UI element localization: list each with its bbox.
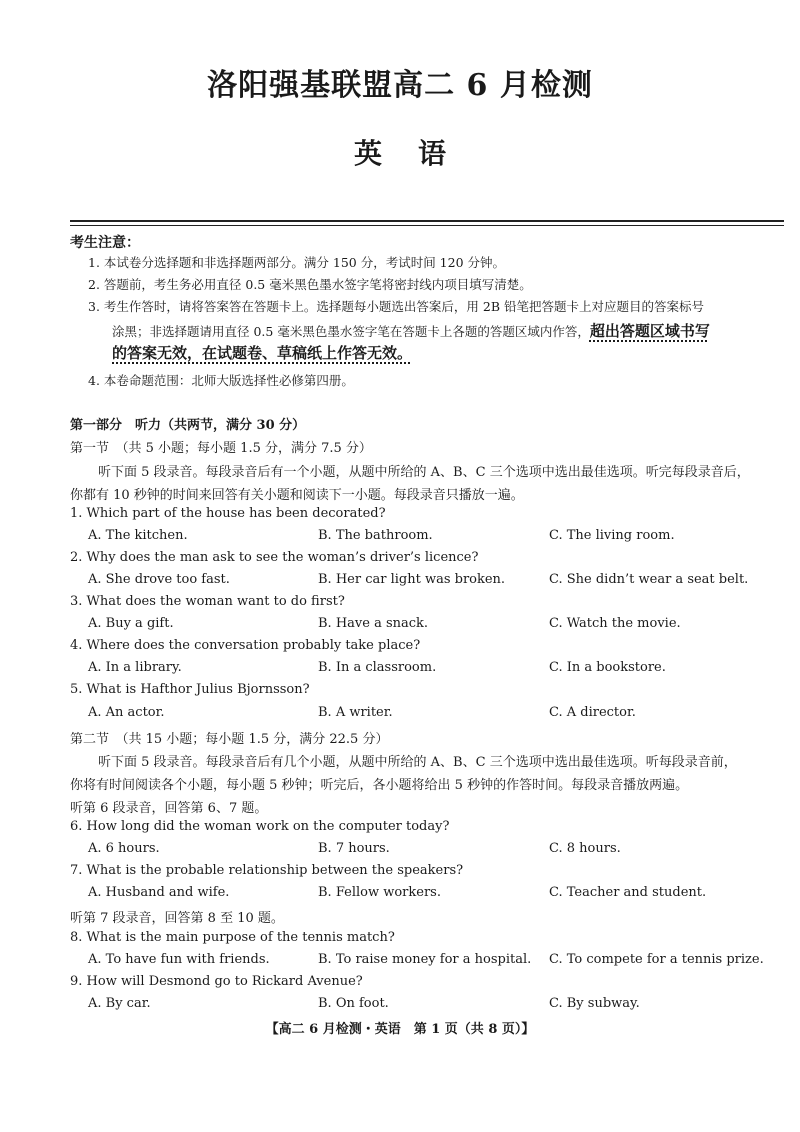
q3-option-a: A. Buy a gift. <box>88 616 174 631</box>
question-3: 3. What does the woman want to do first? <box>70 594 345 609</box>
q8-option-a: A. To have fun with friends. <box>88 952 270 967</box>
section1-instructions-2: 你都有 10 秒钟的时间来回答有关小题和阅读下一小题。每段录音只播放一遍。 <box>70 488 524 503</box>
q5-option-c: C. A director. <box>549 705 636 720</box>
q4-option-a: A. In a library. <box>88 660 182 675</box>
notice-item-3-cont <box>112 322 710 341</box>
q5-option-b: B. A writer. <box>318 705 393 720</box>
q9-option-a: A. By car. <box>88 996 151 1011</box>
q3-option-b: B. Have a snack. <box>318 616 429 631</box>
section1-heading: 第一节 （共 5 小题；每小题 1.5 分，满分 7.5 分） <box>70 441 372 456</box>
exam-subject: 英语 <box>353 137 482 170</box>
q1-option-b: B. The bathroom. <box>318 528 433 543</box>
q1-option-a: A. The kitchen. <box>88 528 188 543</box>
q7-option-b: B. Fellow workers. <box>318 885 441 900</box>
q2-option-c: C. She didn’t wear a seat belt. <box>549 572 749 587</box>
section1-instructions-1: 听下面 5 段录音。每段录音后有一个小题，从题中所给的 A、B、C 三个选项中选出最佳选项。听完每段录音后， <box>98 465 750 480</box>
q1-option-c: C. The living room. <box>549 528 675 543</box>
section2-heading: 第二节 （共 15 小题；每小题 1.5 分，满分 22.5 分） <box>70 732 389 747</box>
question-7: 7. What is the probable relationship between the speakers? <box>70 863 464 878</box>
notice-item-3-line2: 涂黑；非选择题请用直径 0.5 毫米黑色墨水签字笔在答题卡上各题的答题区域内作答， <box>112 324 590 339</box>
question-1: 1. Which part of the house has been decorated? <box>70 506 386 521</box>
section2-instructions-1: 听下面 5 段录音。每段录音后有几个小题，从题中所给的 A、B、C 三个选项中选出最佳选项。听每段录音前， <box>98 755 737 770</box>
part1-heading: 第一部分 听力（共两节，满分 30 分） <box>70 418 306 433</box>
q9-option-b: B. On foot. <box>318 996 389 1011</box>
q2-option-b: B. Her car light was broken. <box>318 572 506 587</box>
q8-option-c: C. To compete for a tennis prize. <box>549 952 764 967</box>
notice-heading: 考生注意： <box>70 235 140 251</box>
divider-thick <box>70 220 784 222</box>
question-5: 5. What is Hafthor Julius Bjornsson? <box>70 682 310 697</box>
section2-instructions-2: 你将有时间阅读各个小题，每小题 5 秒钟；听完后，各小题将给出 5 秒钟的作答时间。每段录音播放两遍。 <box>70 778 689 793</box>
question-6: 6. How long did the woman work on the computer today? <box>70 819 450 834</box>
q7-option-a: A. Husband and wife. <box>88 885 230 900</box>
q6-option-b: B. 7 hours. <box>318 841 390 856</box>
exam-title: 洛阳强基联盟高二 6 月检测 <box>207 68 593 103</box>
notice-item-1: 1. 本试卷分选择题和非选择题两部分。满分 150 分，考试时间 120 分钟。 <box>88 255 506 270</box>
notice-item-3: 3. 考生作答时，请将答案答在答题卡上。选择题每小题选出答案后，用 2B 铅笔把答题卡上对应题目的答案标号 <box>88 299 704 314</box>
q8-option-b: B. To raise money for a hospital. <box>318 952 532 967</box>
question-8: 8. What is the main purpose of the tennis match? <box>70 930 395 945</box>
notice-item-2: 2. 答题前，考生务必用直径 0.5 毫米黑色墨水签字笔将密封线内项目填写清楚。 <box>88 277 532 292</box>
q6-option-a: A. 6 hours. <box>88 841 160 856</box>
q7-option-c: C. Teacher and student. <box>549 885 707 900</box>
audio-7-instruction: 听第 7 段录音，回答第 8 至 10 题。 <box>70 911 284 926</box>
question-2: 2. Why does the man ask to see the woman’s driver’s licence? <box>70 550 479 565</box>
question-4: 4. Where does the conversation probably take place? <box>70 638 421 653</box>
q9-option-c: C. By subway. <box>549 996 640 1011</box>
q2-option-a: A. She drove too fast. <box>88 572 230 587</box>
q4-option-b: B. In a classroom. <box>318 660 437 675</box>
notice-item-4: 4. 本卷命题范围：北师大版选择性必修第四册。 <box>88 373 354 388</box>
q3-option-c: C. Watch the movie. <box>549 616 681 631</box>
q5-option-a: A. An actor. <box>88 705 165 720</box>
audio-6-instruction: 听第 6 段录音，回答第 6、7 题。 <box>70 801 268 816</box>
question-9: 9. How will Desmond go to Rickard Avenue? <box>70 974 363 989</box>
q4-option-c: C. In a bookstore. <box>549 660 666 675</box>
notice-emphasis-1: 超出答题区域书写 <box>589 322 710 340</box>
notice-emphasis-2: 的答案无效，在试题卷、草稿纸上作答无效。 <box>112 344 413 362</box>
page-footer: 【高二 6 月检测・英语 第 1 页（共 8 页）】 <box>265 1022 535 1037</box>
q6-option-c: C. 8 hours. <box>549 841 621 856</box>
divider-thin <box>70 225 784 226</box>
